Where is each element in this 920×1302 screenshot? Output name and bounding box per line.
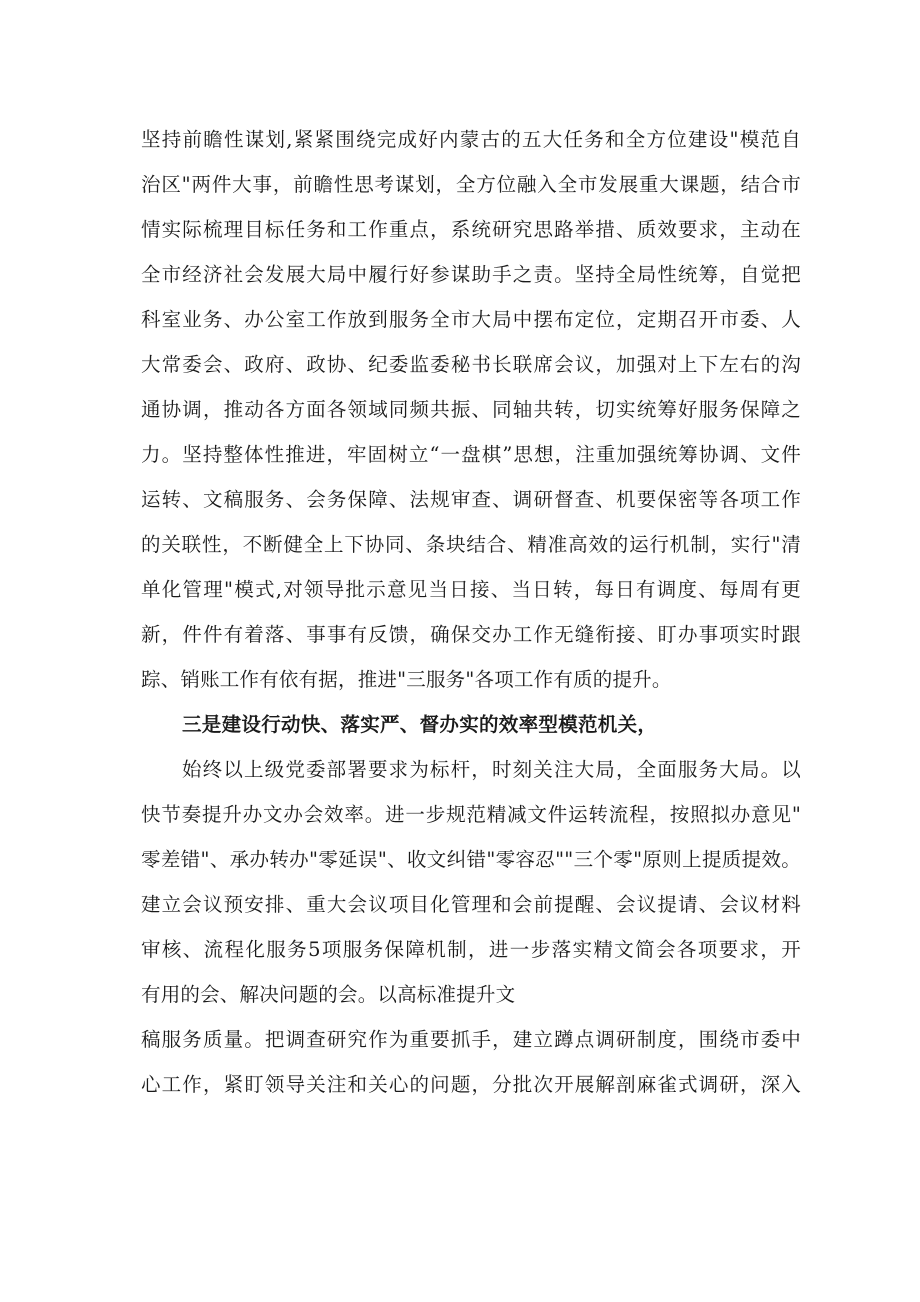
text-line: 有用的会、解决问题的会。以高标准提升文 [141,983,516,1006]
text-line: 坚持前瞻性谋划,紧紧围绕完成好内蒙古的五大任务和全方位建设"模范自 [141,128,801,151]
text-line: 新，件件有着落、事事有反馈，确保交办工作无缝衔接、盯办事项实时跟 [141,623,801,646]
text-line: 建立会议预安排、重大会议项目化管理和会前提醒、会议提请、会议材料 [141,893,801,916]
text-line: 始终以上级党委部署要求为标杆，时刻关注大局，全面服务大局。以 [182,758,801,781]
section-heading: 三是建设行动快、落实严、督办实的效率型模范机关， [182,713,658,736]
text-line: 的关联性，不断健全上下协同、条块结合、精准高效的运行机制，实行"清 [141,533,801,556]
text-line: 情实际梳理目标任务和工作重点，系统研究思路举措、质效要求，主动在 [141,218,801,241]
text-line: 科室业务、办公室工作放到服务全市大局中摆布定位，定期召开市委、人 [141,308,801,331]
text-line: 力。坚持整体性推进，牢固树立“一盘棋”思想，注重加强统筹协调、文件 [141,443,801,466]
text-line: 审核、流程化服务5项服务保障机制，进一步落实精文简会各项要求，开 [141,938,801,961]
text-line: 运转、文稿服务、会务保障、法规审查、调研督查、机要保密等各项工作 [141,488,801,511]
text-line: 零差错"、承办转办"零延误"、收文纠错"零容忍""三个零"原则上提质提效。 [141,848,801,871]
text-line: 通协调，推动各方面各领域同频共振、同轴共转，切实统筹好服务保障之 [141,398,801,421]
text-line: 稿服务质量。把调查研究作为重要抓手，建立蹲点调研制度，围绕市委中 [141,1028,801,1051]
text-line: 快节奏提升办文办会效率。进一步规范精减文件运转流程，按照拟办意见" [141,803,801,826]
text-line: 大常委会、政府、政协、纪委监委秘书长联席会议，加强对上下左右的沟 [141,353,801,376]
text-line: 单化管理"模式,对领导批示意见当日接、当日转，每日有调度、每周有更 [141,578,801,601]
text-line: 心工作，紧盯领导关注和关心的问题，分批次开展解剖麻雀式调研，深入 [141,1073,801,1096]
text-line: 治区"两件大事，前瞻性思考谋划，全方位融入全市发展重大课题，结合市 [141,173,801,196]
text-line: 踪、销账工作有依有据，推进"三服务"各项工作有质的提升。 [141,668,672,691]
text-line: 全市经济社会发展大局中履行好参谋助手之责。坚持全局性统筹，自觉把 [141,263,801,286]
